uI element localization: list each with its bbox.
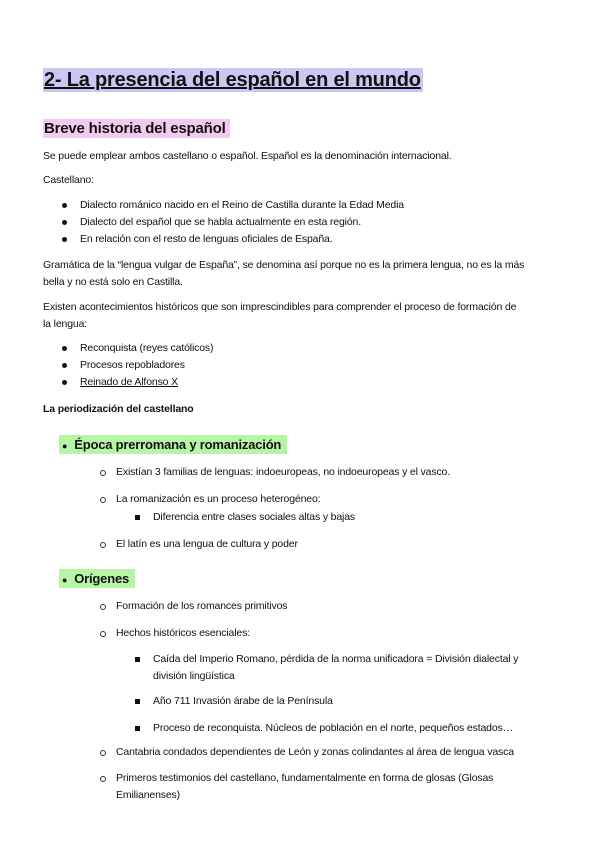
list-item: Dialecto románico nacido en el Reino de Castilla durante la Edad Media [80, 199, 404, 211]
bullet-dot-icon [62, 380, 67, 385]
gramatica-paragraph-line2: bella y no está solo en Castilla. [43, 276, 183, 288]
list-item: Caída del Imperio Romano, pérdida de la norma unificadora = División dialectal y [153, 653, 519, 665]
bullet-dot-icon: ● [62, 575, 68, 585]
list-item: Primeros testimonios del castellano, fundamentalmente en forma de glosas (Glosas [116, 772, 494, 784]
list-item: Proceso de reconquista. Núcleos de población en el norte, pequeños estados… [153, 722, 513, 734]
bullet-dot-icon [62, 203, 67, 208]
list-item: Formación de los romances primitivos [116, 600, 288, 612]
list-item-continuation: división lingüística [153, 670, 235, 682]
list-item-continuation: Emilianenses) [116, 789, 180, 801]
bullet-circle-icon [100, 776, 106, 782]
bullet-circle-icon [100, 631, 106, 637]
bullet-square-icon [135, 726, 140, 731]
bullet-square-icon [135, 515, 140, 520]
bullet-dot-icon [62, 346, 67, 351]
bullet-square-icon [135, 657, 140, 662]
list-item: En relación con el resto de lenguas oficiales de España. [80, 233, 333, 245]
acontecimientos-paragraph-line2: la lengua: [43, 318, 88, 330]
list-item: La romanización es un proceso heterogéneo: [116, 493, 321, 505]
list-item: Procesos repobladores [80, 359, 185, 371]
list-item: Diferencia entre clases sociales altas y bajas [153, 511, 356, 523]
periodizacion-heading: La periodización del castellano [43, 403, 194, 415]
alfonso-x-link[interactable]: Reinado de Alfonso X [80, 376, 178, 388]
period-heading-prerromana [59, 436, 287, 454]
period-heading-origenes [59, 570, 135, 588]
bullet-dot-icon [62, 220, 67, 225]
list-item: Existían 3 familias de lenguas: indoeuropeas, no indoeuropeas y el vasco. [116, 466, 451, 478]
acontecimientos-paragraph-line1: Existen acontecimientos históricos que son imprescindibles para comprender el proceso de formación de [43, 301, 517, 313]
list-item: El latín es una lengua de cultura y poder [116, 538, 298, 550]
bullet-circle-icon [100, 604, 106, 610]
intro-paragraph: Se puede emplear ambos castellano o español. Español es la denominación internacional. [43, 150, 452, 162]
period-heading-text: Época prerromana y romanización [74, 437, 282, 452]
period-heading-label [59, 435, 287, 454]
section-heading: Breve historia del español [43, 119, 230, 138]
castellano-label: Castellano: [43, 174, 94, 186]
bullet-dot-icon [62, 363, 67, 368]
bullet-circle-icon [100, 470, 106, 476]
bullet-dot-icon: ● [62, 441, 68, 451]
period-heading-text: Orígenes [74, 571, 130, 586]
period-heading-label [59, 569, 135, 588]
page-title: 2- La presencia del español en el mundo [44, 69, 421, 91]
bullet-circle-icon [100, 497, 106, 503]
list-item: Dialecto del español que se habla actualmente en esta región. [80, 216, 361, 228]
bullet-circle-icon [100, 750, 106, 756]
bullet-circle-icon [100, 542, 106, 548]
list-item: Año 711 Invasión árabe de la Península [153, 695, 333, 707]
bullet-dot-icon [62, 237, 67, 242]
gramatica-paragraph-line1: Gramática de la “lengua vulgar de España”, se denomina así porque no es la primera lengua, no es la más [43, 259, 525, 271]
list-item: Hechos históricos esenciales: [116, 627, 250, 639]
list-item: Cantabria condados dependientes de León y zonas colindantes al área de lengua vasca [116, 746, 514, 758]
bullet-square-icon [135, 699, 140, 704]
list-item: Reconquista (reyes católicos) [80, 342, 214, 354]
